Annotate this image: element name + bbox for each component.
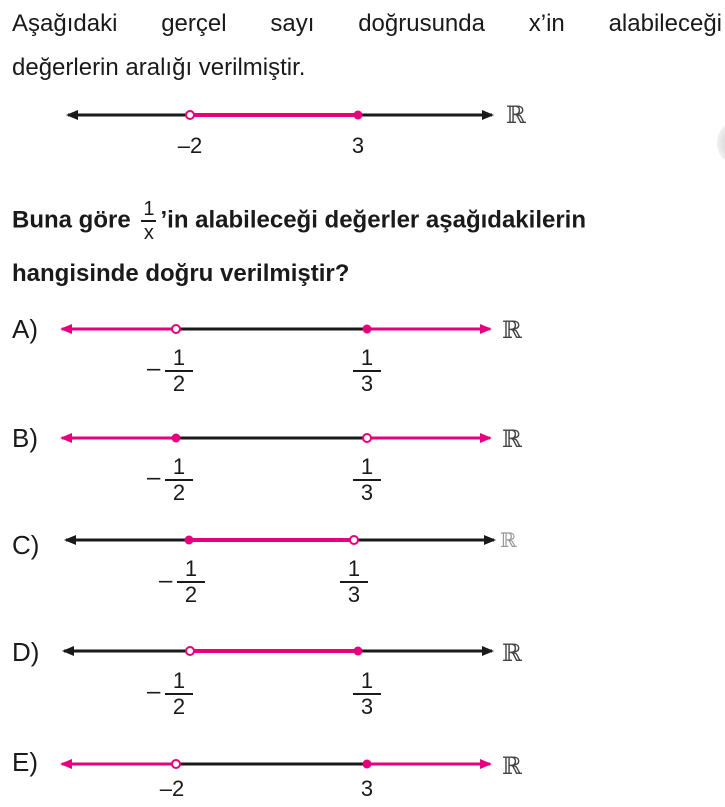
option-d-left-fraction — [165, 669, 193, 719]
option-b-label[interactable]: B) — [12, 423, 38, 453]
intro-line-2: değerlerin aralığı verilmiştir. — [12, 54, 306, 81]
option-c-left-den: 2 — [184, 582, 198, 607]
question-line-1 — [12, 198, 586, 244]
option-e-real-symbol: ℝ — [502, 752, 522, 780]
option-d-right-num: 1 — [353, 669, 381, 695]
question-fraction — [141, 198, 156, 244]
option-a-right-fraction — [353, 346, 381, 396]
given-number-line — [68, 111, 492, 120]
option-c-right-num: 1 — [340, 557, 368, 583]
option-c-right-fraction — [340, 557, 368, 607]
option-a-right-den: 3 — [360, 371, 374, 396]
option-e-right-label: 3 — [360, 776, 374, 801]
option-d-left-num: 1 — [165, 669, 193, 695]
option-b-right-den: 3 — [360, 480, 374, 505]
option-a-line — [62, 325, 490, 334]
question-frac-num: 1 — [143, 198, 155, 220]
given-real-symbol: ℝ — [506, 101, 526, 129]
question-line-2: hangisinde doğru verilmiştir? — [12, 260, 350, 287]
option-d-right-fraction — [353, 669, 381, 719]
option-b-left-num: 1 — [165, 455, 193, 481]
option-a-left-fraction — [165, 346, 193, 396]
option-b-real-symbol: ℝ — [502, 425, 522, 453]
option-d-neg: – — [147, 678, 161, 705]
option-b-right-fraction — [353, 455, 381, 505]
option-c-left-fraction — [177, 557, 205, 607]
given-right-label: 3 — [351, 133, 365, 158]
option-b-right-num: 1 — [353, 455, 381, 481]
intro-line-1: Aşağıdaki gerçel sayı doğrusunda x’in alabileceği — [12, 10, 722, 37]
option-d-label[interactable]: D) — [12, 637, 40, 667]
option-d-right-den: 3 — [360, 694, 374, 719]
option-c-real-symbol: ℝ — [500, 528, 517, 552]
option-a-real-symbol: ℝ — [502, 316, 522, 344]
option-b-left-den: 2 — [172, 480, 186, 505]
option-c-label[interactable]: C) — [12, 530, 40, 560]
option-c-left-num: 1 — [177, 557, 205, 583]
option-b-line — [62, 434, 490, 443]
question-frac-den: x — [143, 222, 154, 244]
option-a-right-num: 1 — [353, 346, 381, 372]
option-a-left-den: 2 — [172, 371, 186, 396]
option-e-label[interactable]: E) — [12, 747, 38, 777]
option-a-neg: – — [147, 355, 161, 382]
option-c-right-den: 3 — [347, 582, 361, 607]
option-e-left-label: –2 — [159, 776, 185, 801]
option-c-neg: – — [159, 567, 173, 594]
option-e-line — [62, 760, 490, 769]
option-d-line — [64, 647, 492, 656]
option-b-neg: – — [147, 464, 161, 491]
option-a-label[interactable]: A) — [12, 314, 38, 344]
question-prefix: Buna göre — [12, 206, 131, 234]
question-suffix: ’in alabileceği değerler aşağıdakilerin — [160, 206, 587, 234]
option-d-real-symbol: ℝ — [502, 639, 522, 667]
given-left-label: –2 — [177, 133, 203, 158]
option-a-left-num: 1 — [165, 346, 193, 372]
option-b-left-fraction — [165, 455, 193, 505]
option-d-left-den: 2 — [172, 694, 186, 719]
option-c-line — [66, 536, 494, 545]
